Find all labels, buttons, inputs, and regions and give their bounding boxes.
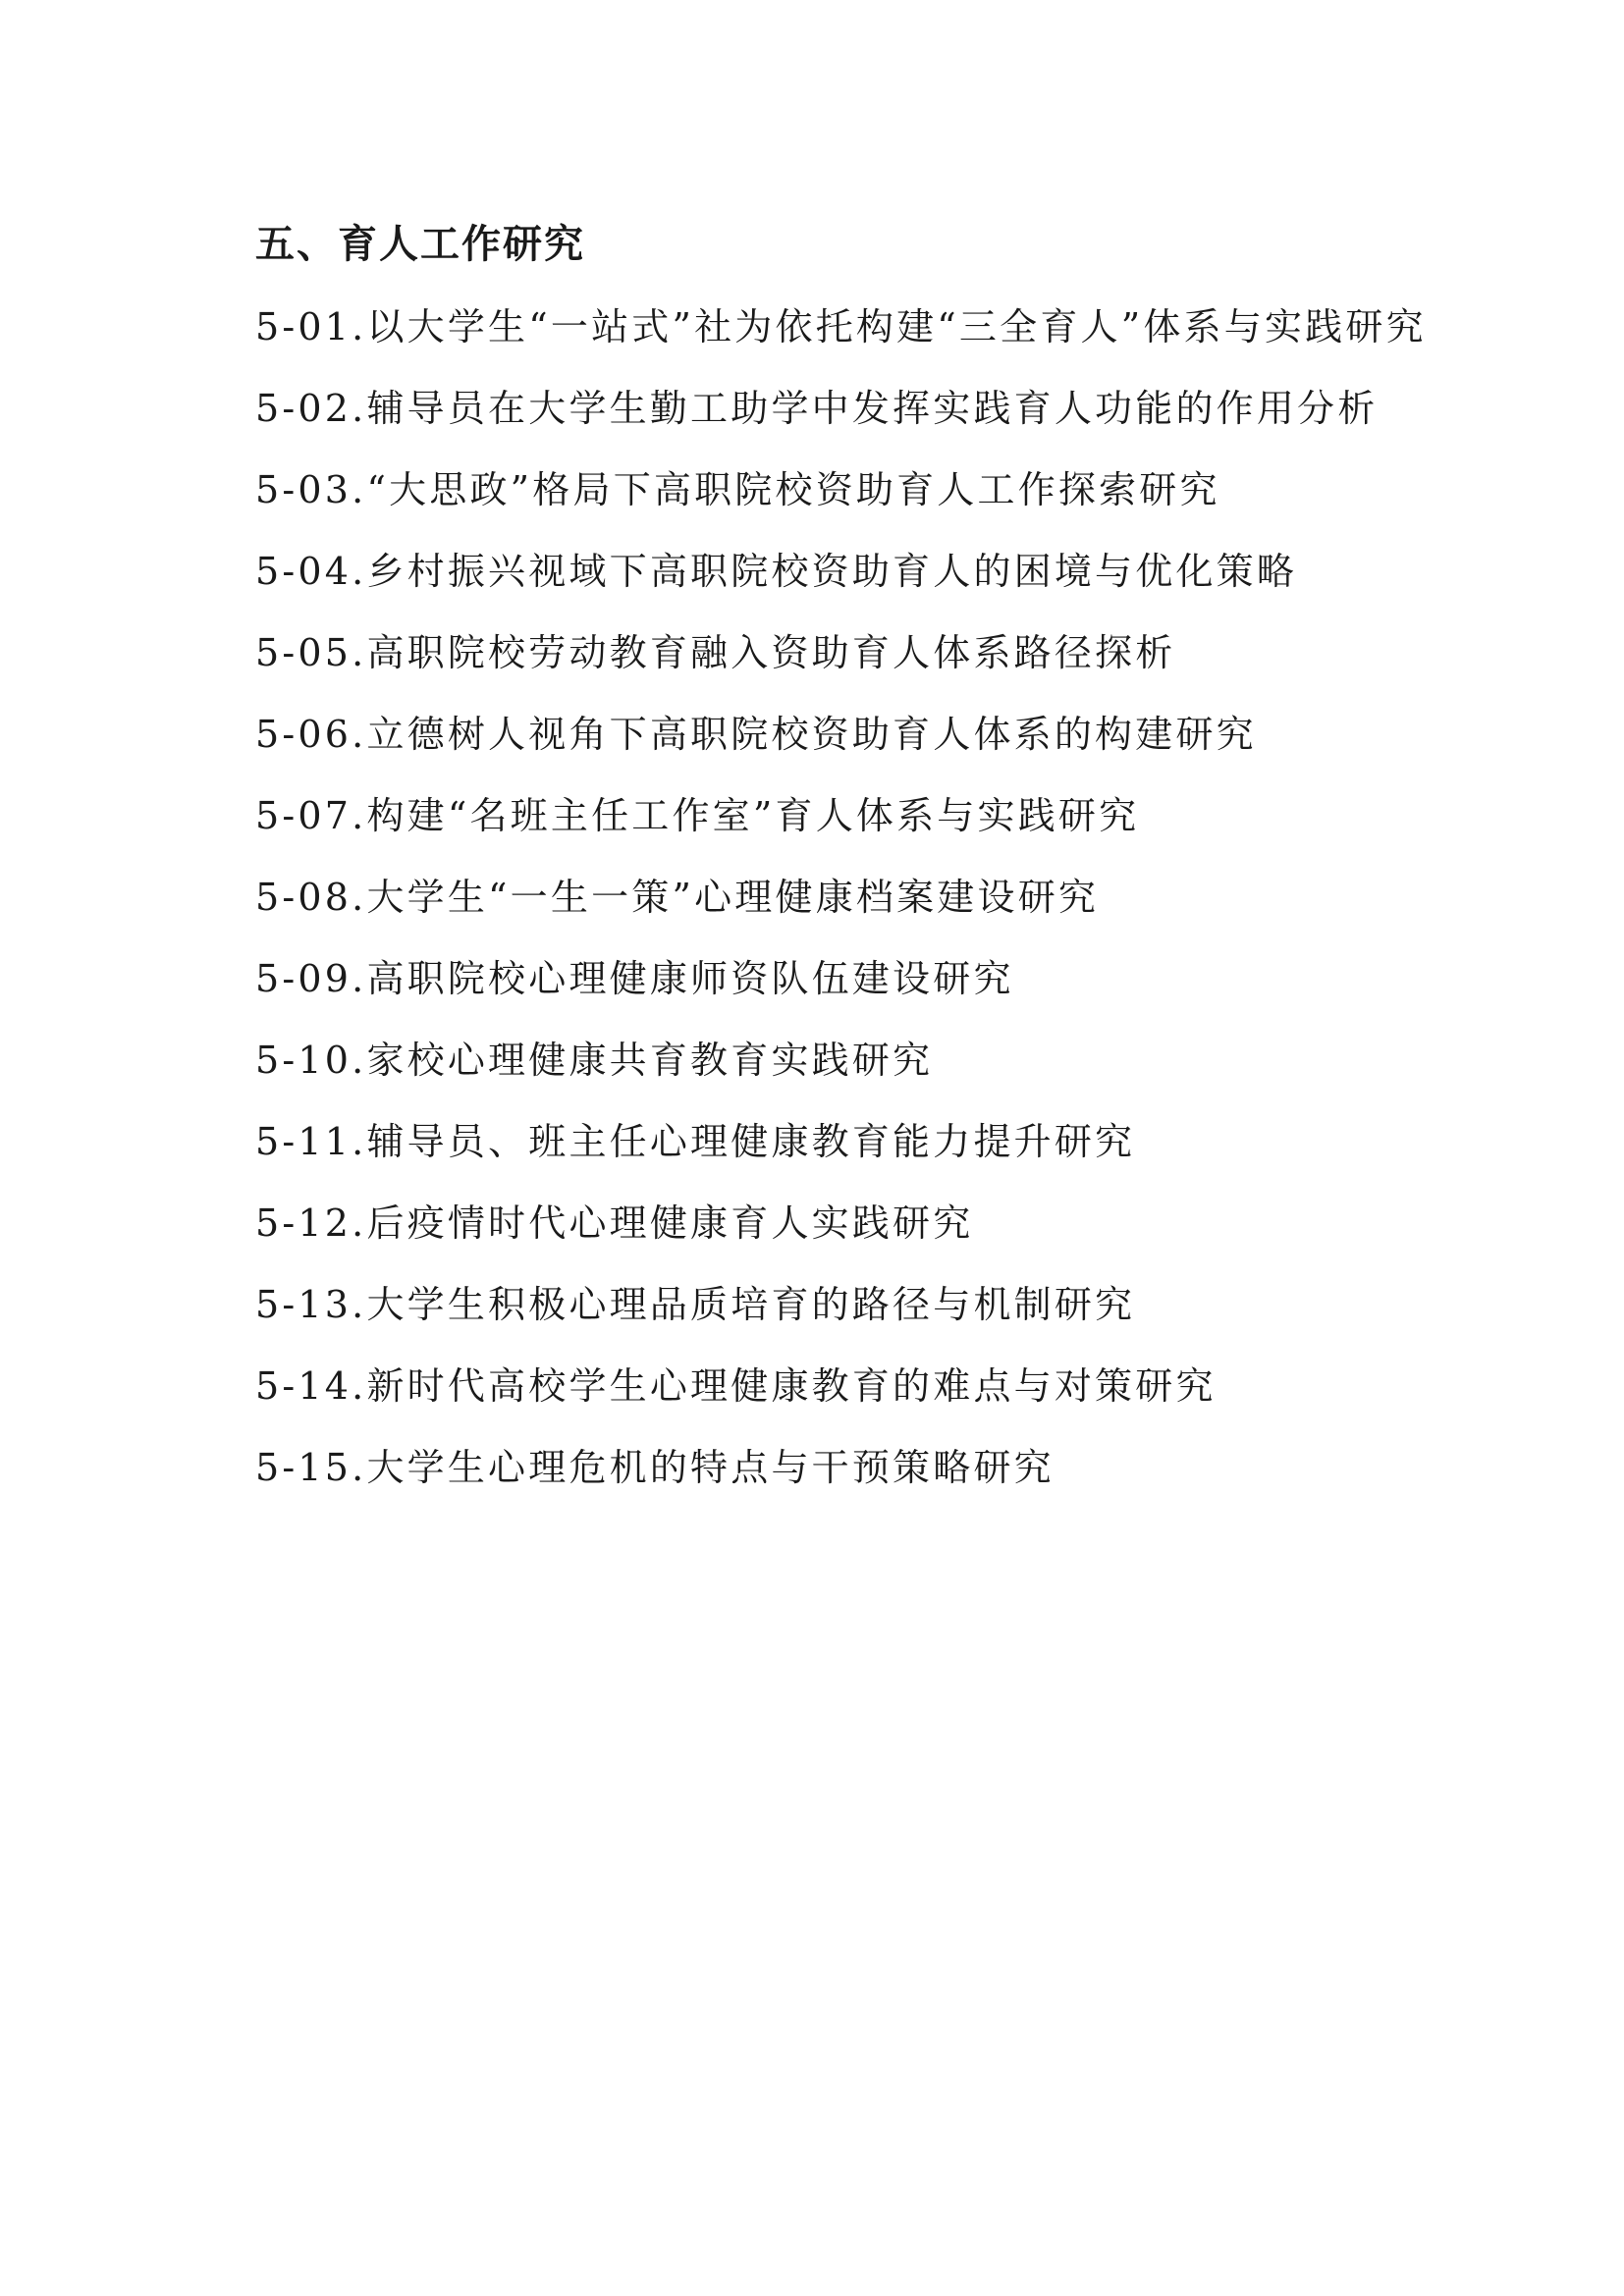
topic-item bbox=[173, 1441, 1479, 1495]
topic-item bbox=[173, 463, 1479, 517]
topic-code: 5-04. bbox=[255, 550, 367, 593]
topic-list bbox=[173, 300, 1479, 1522]
topic-code: 5-10. bbox=[255, 1039, 367, 1082]
topic-item bbox=[173, 626, 1479, 680]
topic-code: 5-15. bbox=[255, 1446, 367, 1489]
topic-text: 辅导员在大学生勤工助学中发挥实践育人功能的作用分析 bbox=[366, 387, 1379, 430]
topic-code: 5-07. bbox=[255, 794, 367, 837]
topic-code: 5-13. bbox=[255, 1283, 367, 1326]
topic-code: 5-12. bbox=[255, 1201, 367, 1245]
topic-code: 5-14. bbox=[255, 1364, 367, 1408]
topic-item bbox=[173, 300, 1479, 354]
section-title: 五、育人工作研究 bbox=[255, 222, 585, 267]
topic-code: 5-08. bbox=[255, 876, 367, 919]
topic-code: 5-03. bbox=[255, 468, 367, 511]
topic-item bbox=[173, 1360, 1479, 1414]
topic-item bbox=[173, 382, 1479, 436]
topic-item bbox=[173, 545, 1479, 599]
topic-item bbox=[173, 1197, 1479, 1251]
topic-code: 5-02. bbox=[255, 387, 367, 430]
topic-code: 5-11. bbox=[255, 1120, 367, 1163]
topic-item bbox=[173, 1278, 1479, 1332]
topic-item bbox=[173, 1034, 1479, 1088]
topic-text: 大学生积极心理品质培育的路径与机制研究 bbox=[366, 1283, 1136, 1326]
topic-text: 大学生“一生一策”心理健康档案建设研究 bbox=[366, 876, 1100, 919]
topic-text: 大学生心理危机的特点与干预策略研究 bbox=[366, 1446, 1055, 1489]
topic-text: 以大学生“一站式”社为依托构建“三全育人”体系与实践研究 bbox=[366, 305, 1427, 348]
topic-item bbox=[173, 708, 1479, 762]
topic-text: 新时代高校学生心理健康教育的难点与对策研究 bbox=[366, 1364, 1217, 1408]
topic-code: 5-01. bbox=[255, 305, 367, 348]
topic-code: 5-09. bbox=[255, 957, 367, 1000]
topic-text: 构建“名班主任工作室”育人体系与实践研究 bbox=[366, 794, 1140, 837]
topic-text: 高职院校心理健康师资队伍建设研究 bbox=[366, 957, 1014, 1000]
topic-item bbox=[173, 952, 1479, 1006]
topic-text: 高职院校劳动教育融入资助育人体系路径探析 bbox=[366, 631, 1176, 674]
topic-item bbox=[173, 789, 1479, 843]
topic-text: 后疫情时代心理健康育人实践研究 bbox=[366, 1201, 974, 1245]
topic-item bbox=[173, 871, 1479, 925]
topic-code: 5-05. bbox=[255, 631, 367, 674]
topic-text: 辅导员、班主任心理健康教育能力提升研究 bbox=[366, 1120, 1136, 1163]
topic-code: 5-06. bbox=[255, 713, 367, 756]
topic-item bbox=[173, 1115, 1479, 1169]
topic-text: 家校心理健康共育教育实践研究 bbox=[366, 1039, 934, 1082]
topic-text: 乡村振兴视域下高职院校资助育人的困境与优化策略 bbox=[366, 550, 1298, 593]
topic-text: “大思政”格局下高职院校资助育人工作探索研究 bbox=[366, 468, 1220, 511]
topic-text: 立德树人视角下高职院校资助育人体系的构建研究 bbox=[366, 713, 1257, 756]
